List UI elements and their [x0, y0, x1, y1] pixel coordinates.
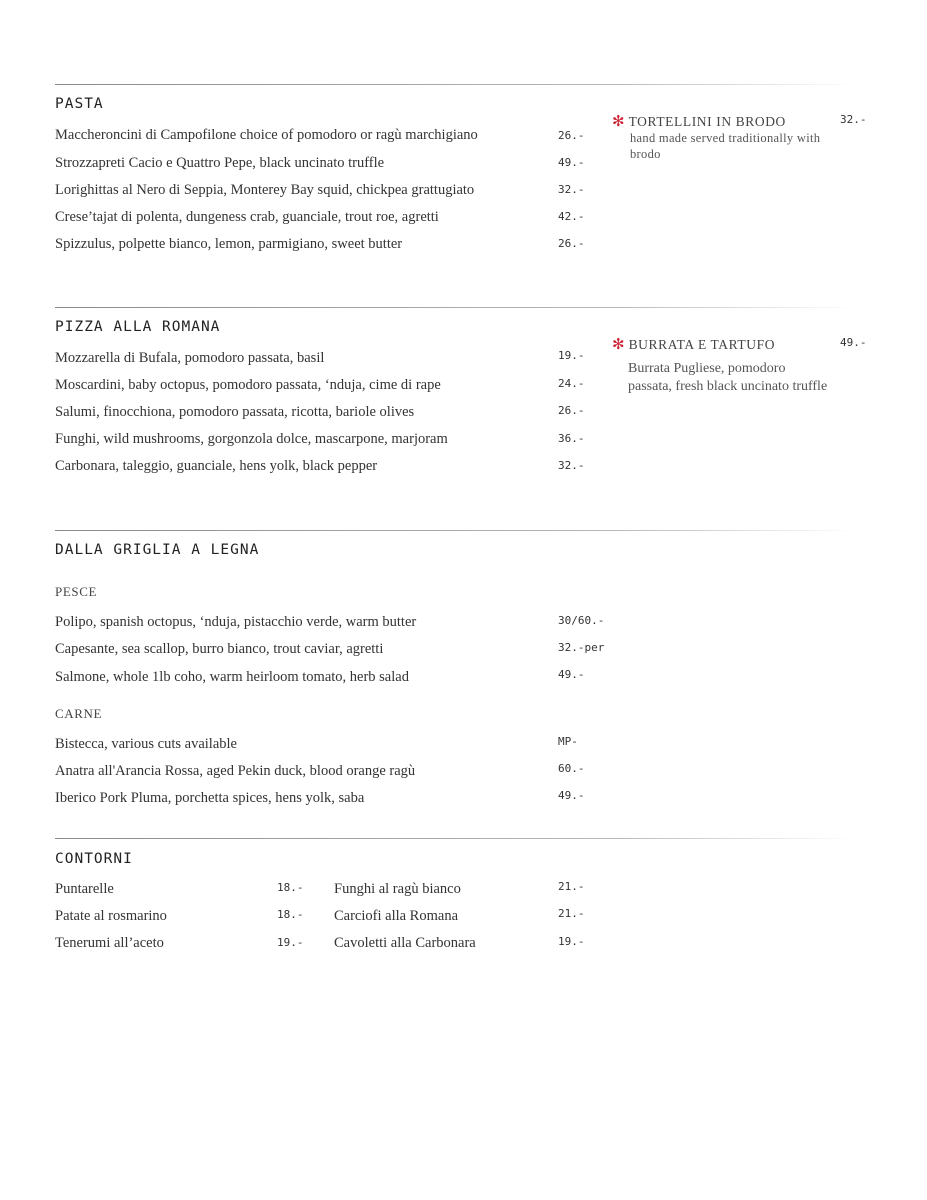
- contorni-item-name: Puntarelle: [55, 881, 114, 897]
- menu-item-name: Capesante, sea scallop, burro bianco, trout caviar, agretti: [55, 641, 384, 657]
- menu-item-price: 26.-: [558, 237, 585, 250]
- menu-item-price: 26.-: [558, 129, 585, 142]
- menu-item-price: 30/60.-: [558, 614, 605, 627]
- menu-item-price: 49.-: [558, 668, 585, 681]
- contorni-item-price: 18.-: [277, 881, 304, 894]
- contorni-item-name: Patate al rosmarino: [55, 908, 167, 924]
- menu-item-price: 24.-: [558, 377, 585, 390]
- menu-item-price: MP-: [558, 735, 578, 748]
- menu-item-name: Salumi, finocchiona, pomodoro passata, ricotta, bariole olives: [55, 404, 415, 420]
- menu-item-name: Carbonara, taleggio, guanciale, hens yolk, black pepper: [55, 458, 378, 474]
- featured-item-burrata: [612, 334, 775, 353]
- contorni-item-name: Carciofi alla Romana: [334, 908, 459, 924]
- contorni-item-price: 21.-: [558, 907, 585, 920]
- menu-item-price: 26.-: [558, 404, 585, 417]
- menu-item-name: Mozzarella di Bufala, pomodoro passata, basil: [55, 350, 325, 366]
- menu-item-name: Iberico Pork Pluma, porchetta spices, hens yolk, saba: [55, 790, 365, 806]
- contorni-item-name: Tenerumi all’aceto: [55, 935, 164, 951]
- menu-item-name: Salmone, whole 1lb coho, warm heirloom tomato, herb salad: [55, 669, 409, 685]
- featured-item-name: BURRATA E TARTUFO: [628, 337, 776, 352]
- section-title-pizza: PIZZA ALLA ROMANA: [55, 319, 221, 335]
- section-title-griglia: DALLA GRIGLIA A LEGNA: [55, 542, 260, 558]
- menu-item-name: Lorighittas al Nero di Seppia, Monterey Bay squid, chickpea grattugiato: [55, 182, 475, 198]
- contorni-item-name: Cavoletti alla Carbonara: [334, 935, 476, 951]
- featured-item-name: TORTELLINI IN BRODO: [628, 114, 786, 129]
- menu-item-price: 60.-: [558, 762, 585, 775]
- menu-item-name: Polipo, spanish octopus, ‘nduja, pistacchio verde, warm butter: [55, 614, 417, 630]
- menu-item-name: Moscardini, baby octopus, pomodoro passata, ‘nduja, cime di rape: [55, 377, 441, 393]
- featured-item-price: 49.-: [840, 336, 867, 349]
- menu-item-name: Funghi, wild mushrooms, gorgonzola dolce, mascarpone, marjoram: [55, 431, 448, 447]
- section-title-contorni: CONTORNI: [55, 851, 133, 867]
- divider-pizza: [55, 307, 855, 308]
- contorni-item-price: 19.-: [277, 936, 304, 949]
- contorni-item-name: Funghi al ragù bianco: [334, 881, 461, 897]
- divider-contorni: [55, 838, 855, 839]
- contorni-item-price: 21.-: [558, 880, 585, 893]
- subsection-title-pesce: PESCE: [55, 584, 98, 599]
- menu-item-price: 19.-: [558, 349, 585, 362]
- contorni-item-price: 18.-: [277, 908, 304, 921]
- section-title-pasta: PASTA: [55, 96, 104, 112]
- menu-item-price: 36.-: [558, 432, 585, 445]
- menu-item-name: Crese’tajat di polenta, dungeness crab, guanciale, trout roe, agretti: [55, 209, 439, 225]
- featured-item-price: 32.-: [840, 113, 867, 126]
- menu-item-price: 32.-: [558, 183, 585, 196]
- menu-item-name: Maccheroncini di Campofilone choice of pomodoro or ragù marchigiano: [55, 127, 478, 143]
- menu-item-price: 42.-: [558, 210, 585, 223]
- menu-item-name: Spizzulus, polpette bianco, lemon, parmigiano, sweet butter: [55, 236, 403, 252]
- menu-item-name: Bistecca, various cuts available: [55, 736, 237, 752]
- menu-item-name: Strozzapreti Cacio e Quattro Pepe, black uncinato truffle: [55, 155, 385, 171]
- asterisk-icon: ✻: [612, 112, 625, 130]
- featured-item-description: hand made served traditionally with brodo: [630, 131, 821, 162]
- featured-item-description: Burrata Pugliese, pomodoro passata, fresh black uncinato truffle: [628, 361, 828, 395]
- menu-item-price: 49.-: [558, 789, 585, 802]
- divider-griglia: [55, 530, 855, 531]
- asterisk-icon: ✻: [612, 335, 625, 353]
- menu-item-price: 32.-: [558, 459, 585, 472]
- subsection-title-carne: CARNE: [55, 706, 103, 721]
- menu-item-price: 49.-: [558, 156, 585, 169]
- divider-pasta: [55, 84, 855, 85]
- menu-item-price: 32.-per: [558, 641, 605, 654]
- menu-item-name: Anatra all'Arancia Rossa, aged Pekin duck, blood orange ragù: [55, 763, 416, 779]
- featured-item-tortellini: [612, 111, 786, 130]
- contorni-item-price: 19.-: [558, 935, 585, 948]
